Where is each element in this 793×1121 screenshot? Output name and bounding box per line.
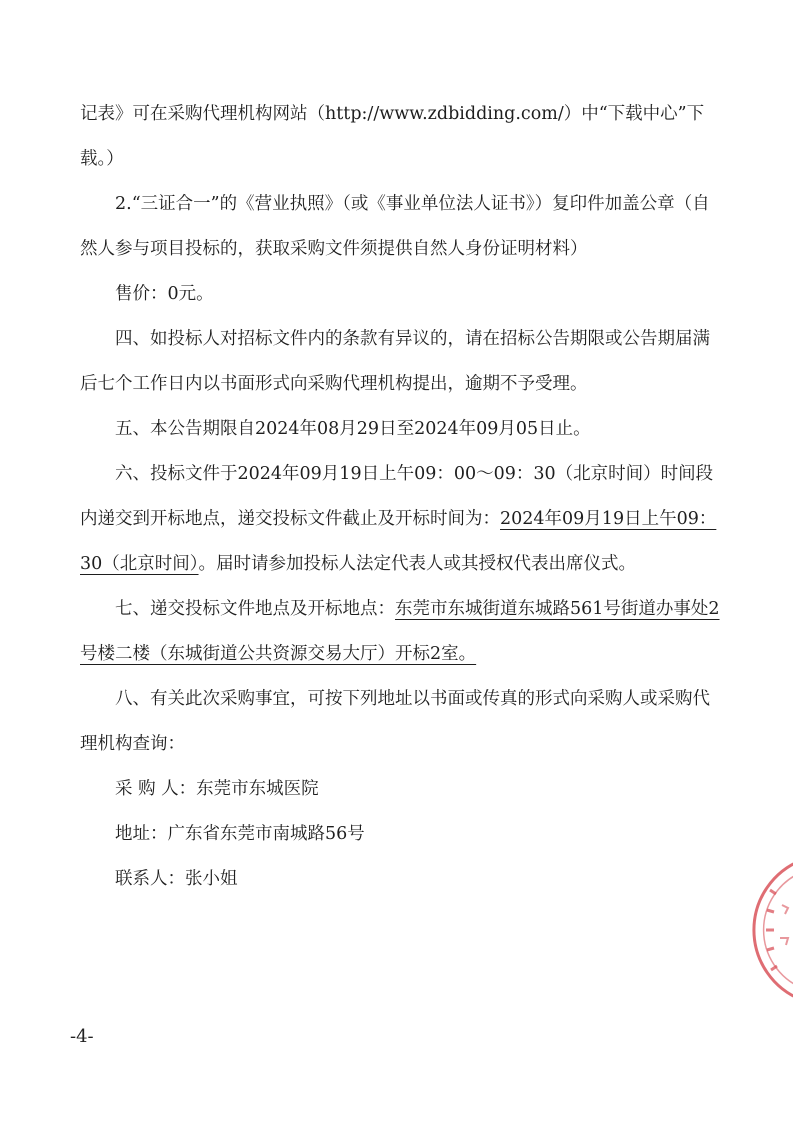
paragraph-notice-period: 五、本公告期限自2024年08月29日至2024年09月05日止。 xyxy=(115,419,591,439)
paragraph-inquiry: 八、有关此次采购事宜，可按下列地址以书面或传真的形式向采购人或采购代理机构查询： xyxy=(80,689,710,754)
paragraph-price: 售价：0元。 xyxy=(115,284,214,304)
address-line: 地址：广东省东莞市南城路56号 xyxy=(115,824,365,844)
body-text xyxy=(80,92,720,902)
paragraph-bid-submission xyxy=(80,452,720,587)
red-seal-stamp-icon xyxy=(742,850,793,1010)
bid-submission-text-end: 。届时请参加投标人法定代表人或其授权代表出席仪式。 xyxy=(198,554,637,574)
bid-opening-time: 2024年09月19日上午09：30（北京时间） xyxy=(80,509,717,574)
paragraph-download-note: 记表》可在采购代理机构网站（http://www.zdbidding.com/）中“下载中心”下载。） xyxy=(80,104,705,169)
bid-location-address: 东莞市东城街道东城路561号街道办事处2号楼二楼（东城街道公共资源交易大厅）开标2室。 xyxy=(80,599,720,664)
page-number: -4- xyxy=(70,1026,94,1047)
contact-line: 联系人：张小姐 xyxy=(115,869,238,889)
paragraph-bid-location xyxy=(80,587,720,677)
paragraph-business-license: 2.“三证合一”的《营业执照》（或《事业单位法人证书》）复印件加盖公章（自然人参与项目投标的，获取采购文件须提供自然人身份证明材料） xyxy=(80,194,710,259)
bid-location-label: 七、递交投标文件地点及开标地点： xyxy=(115,599,395,619)
paragraph-objection: 四、如投标人对招标文件内的条款有异议的，请在招标公告期限或公告期届满后七个工作日内以书面形式向采购代理机构提出，逾期不予受理。 xyxy=(80,329,710,394)
purchaser-line: 采 购 人：东莞市东城医院 xyxy=(115,779,319,799)
bid-submission-text: 六、投标文件于2024年09月19日上午09：00～09：30（北京时间）时间段内递交到开标地点，递交投标文件截止及开标时间为： xyxy=(80,464,714,529)
